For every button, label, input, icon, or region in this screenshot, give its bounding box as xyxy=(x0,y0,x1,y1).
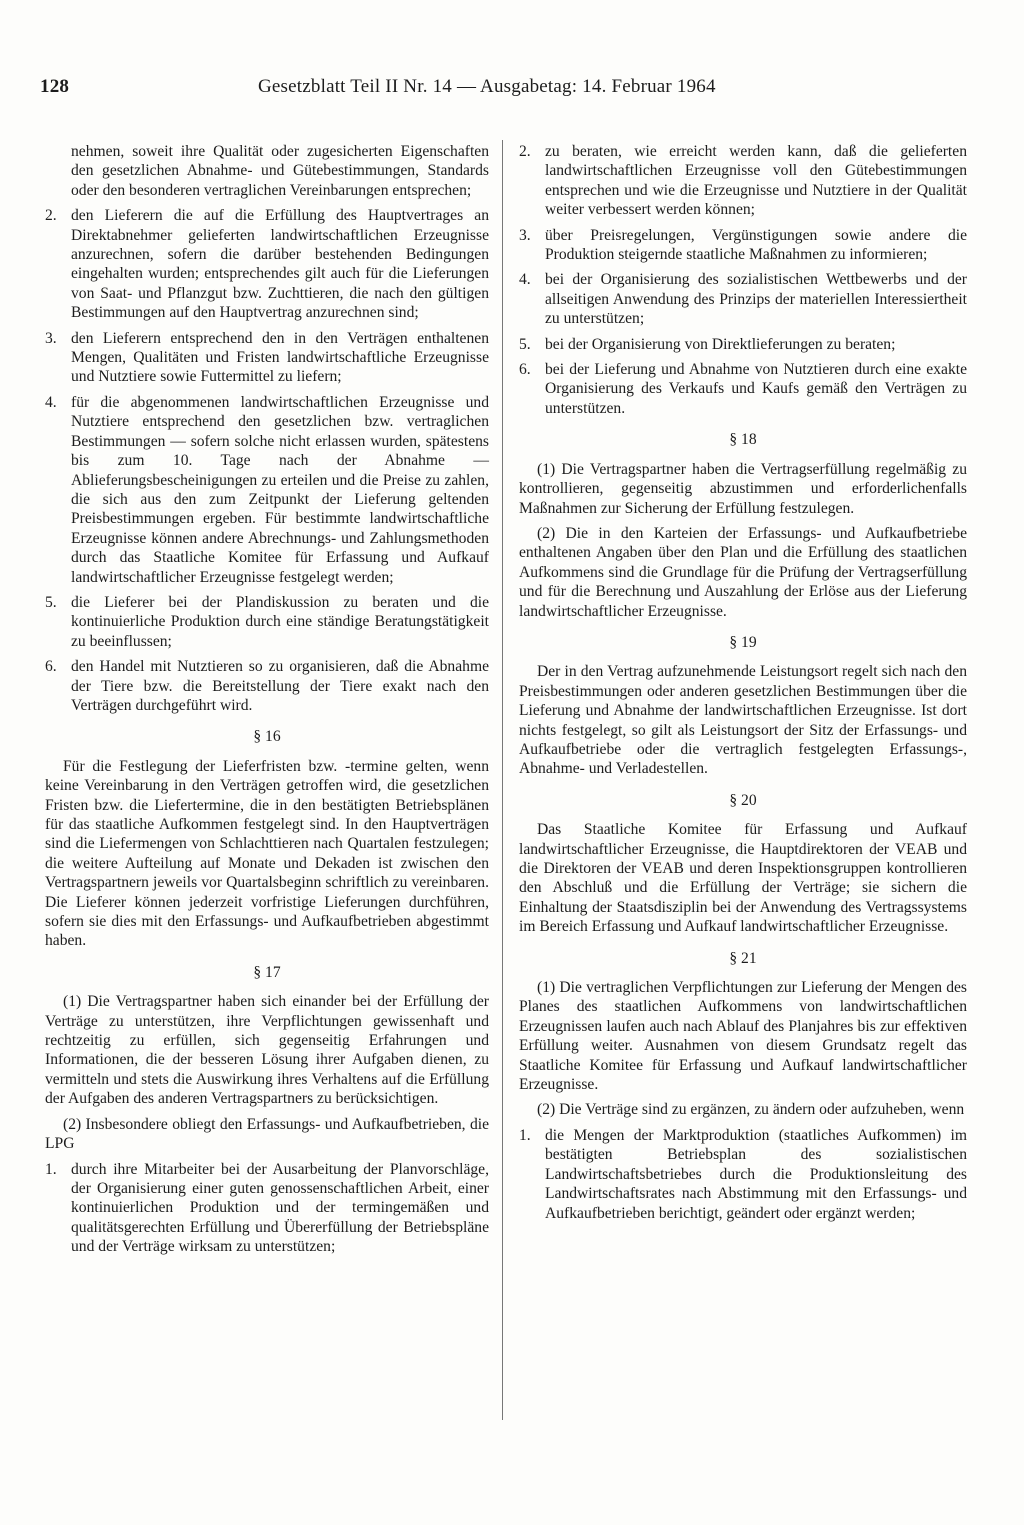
section-heading-18: § 18 xyxy=(729,431,757,449)
section-heading-20: § 20 xyxy=(729,791,757,809)
list-item-number: 6. xyxy=(519,361,531,379)
list-item-number: 4. xyxy=(519,271,531,289)
list-item xyxy=(519,142,967,220)
page-number: 128 xyxy=(40,76,70,97)
section-heading-16: § 16 xyxy=(253,728,281,746)
header-title: Gesetzblatt Teil II Nr. 14 — Ausgabetag: 14. Februar 1964 xyxy=(258,76,716,97)
list-item-number: 4. xyxy=(45,393,57,411)
list-item-text: bei der Organisierung von Direktlieferungen zu beraten; xyxy=(545,335,896,353)
page-header xyxy=(40,76,770,106)
list-item-text: für die abgenommenen landwirtschaftlichen Erzeugnisse und Nutztiere entsprechend den gesetzlichen bzw. vertraglichen Bestimmungen — sofern solche nicht erlassen wurden, spätestens bis zum 10. Tage nach der Abnahme — Ablieferungsbescheinigungen zu erteilen und die Preise zu zahlen, die sich aus den zum Zeitpunkt der Lieferung geltenden Preisbestimmungen ergeben. Für bestimmte landwirtschaftliche Erzeugnisse können andere Abrechnungs- und Zahlungsmethoden durch das Staatliche Komitee für Erfassung und Aufkauf landwirtschaftlicher Erzeugnisse festgelegt werden; xyxy=(71,393,489,586)
list-item xyxy=(519,226,967,265)
list-item-number: 6. xyxy=(45,658,57,676)
section-heading-17: § 17 xyxy=(253,963,281,981)
list-item-number: 3. xyxy=(519,226,531,244)
section-18-paragraph-1: (1) Die Vertragspartner haben die Vertragserfüllung regelmäßig zu kontrollieren, gegenseitig abzustimmen und erforderlichenfalls Maßnahmen zur Sicherung der Erfüllung festzulegen. xyxy=(519,460,967,517)
list-item-number: 2. xyxy=(519,143,531,160)
list-item xyxy=(45,657,489,715)
list-item-text: den Handel mit Nutztieren so zu organisieren, daß die Abnahme der Tiere bzw. die Bereitstellung der Tiere exakt nach den Verträgen durchgeführt wird. xyxy=(71,658,489,714)
section-17-paragraph-2: (2) Insbesondere obliegt den Erfassungs- und Aufkaufbetrieben, die LPG xyxy=(45,1115,489,1153)
list-item-text: durch ihre Mitarbeiter bei der Ausarbeitung der Planvorschläge, der Organisierung einer guten genossenschaftlichen Arbeit, einer kontinuierlichen Produktion und der termingemäßen und qualitätsgerechten Erfüllung und Übererfüllung der Betriebspläne und der Verträge wirksam zu unterstützen; xyxy=(71,1160,489,1256)
list-item-text: die Mengen der Marktproduktion (staatliches Aufkommen) im bestätigten Betriebsplan des sozialistischen Landwirtschaftsbetriebes durch die Produktionsleitung des Landwirtschaftsrates nach Abstimmung mit den Erfassungs- und Aufkaufbetrieben berichtigt, geändert oder ergänzt werden; xyxy=(545,1126,967,1222)
section-21-paragraph-1: (1) Die vertraglichen Verpflichtungen zur Lieferung der Mengen des Planes des staatlichen Aufkommens von landwirtschaftlichen Erzeugnissen laufen auch nach Ablauf des Planjahres bis zur effektiven Erfüllung weiter. Ausnahmen von diesem Grundsatz regelt das Staatliche Komitee für Erfassung und Aufkauf landwirtschaftlicher Erzeugnisse. xyxy=(519,979,967,1094)
right-column xyxy=(519,142,967,1229)
list-item-text: bei der Lieferung und Abnahme von Nutztieren durch eine exakte Organisierung des Verkaufs und Kaufs gemäß den Verträgen zu unterstützen. xyxy=(545,361,967,417)
section-16-text: Für die Festlegung der Lieferfristen bzw. -termine gelten, wenn keine Vereinbarung in den Verträgen getroffen wird, die gesetzlichen Fristen bzw. die Liefertermine, die in den bestätigten Betriebsplänen für das staatliche Aufkommen festgelegt sind. In den Hauptverträgen sind die Liefermengen von Schlachttieren nach Quartalen festzulegen; die weitere Aufteilung auf Monate und Dekaden ist zwischen den Vertragspartnern jeweils vor Quartalsbeginn schriftlich zu vereinbaren. Die Lieferer können jederzeit vorfristige Lieferungen durchführen, sofern sie dies mit den Erfassungs- und Aufkaufbetrieben abgestimmt haben. xyxy=(45,757,489,950)
section-19-text: Der in den Vertrag aufzunehmende Leistungsort regelt sich nach den Preisbestimmungen oder anderen gesetzlichen Bestimmungen über die Lieferung und Abnahme der landwirtschaftlichen Erzeugnisse. Ist dort nichts festgelegt, so gilt als Leistungsort der Sitz der Erfassungs- und Aufkaufbetriebe oder die vertraglich festgelegten Erfassungs-, Abnahme- und Verladestellen. xyxy=(519,663,967,778)
section-21-paragraph-2: (2) Die Verträge sind zu ergänzen, zu ändern oder aufzuheben, wenn xyxy=(537,1101,965,1119)
list-item-number: 3. xyxy=(45,329,57,347)
section-heading-21: § 21 xyxy=(729,949,757,967)
list-item-text: den Lieferern entsprechend den in den Verträgen enthaltenen Mengen, Qualitäten und Fristen landwirtschaftliche Erzeugnisse und Nutztiere sowie Futtermittel zu liefern; xyxy=(71,329,489,386)
section-heading-19: § 19 xyxy=(729,633,757,651)
list-item xyxy=(519,360,967,418)
list-item-text: bei der Organisierung des sozialistischen Wettbewerbs und der allseitigen Anwendung des Prinzips der materiellen Interessiertheit zu unterstützen; xyxy=(545,271,967,328)
list-item xyxy=(519,335,967,354)
list-item xyxy=(45,206,489,322)
list-item-number: 2. xyxy=(45,207,57,225)
section-20-text: Das Staatliche Komitee für Erfassung und Aufkauf landwirtschaftlicher Erzeugnisse, die Hauptdirektoren der VEAB und die Direktoren der VEAB und deren Inspektionsgruppen kontrollieren den Abschluß und die Erfüllung der Verträge; sie sichern die Einhaltung der Staatsdisziplin bei der Anwendung des Vertragssystems im Bereich Erfassung und Aufkauf landwirtschaftlicher Erzeugnisse. xyxy=(519,821,967,936)
list-item xyxy=(519,270,967,328)
list-item-number: 1. xyxy=(519,1126,531,1144)
list-item xyxy=(519,1126,967,1223)
list-item-text: den Lieferern die auf die Erfüllung des Hauptvertrages an Direktabnehmer gelieferten landwirtschaftlichen Erzeugnisse anzurechnen, sofern die darüber bestehenden Bedingungen eingehalten wurden; entsprechendes gilt auch für die Lieferungen von Saat- und Pflanzgut bzw. Zuchttieren, die nach den gültigen Bestimmungen auf den Hauptvertrag anzurechnen sind; xyxy=(71,207,489,322)
list-item-number: 5. xyxy=(45,593,57,611)
list-item xyxy=(45,393,489,587)
list-item xyxy=(45,329,489,387)
list-item-number: 5. xyxy=(519,335,531,353)
left-column xyxy=(45,142,489,1263)
list-item-text: zu beraten, wie erreicht werden kann, daß die gelieferten landwirtschaftlichen Erzeugnisse voll den Gütebestimmungen entsprechen und wie die Erzeugnisse und Nutztiere in der Qualität weiter verbessert werden können; xyxy=(545,143,967,219)
continued-paragraph: nehmen, soweit ihre Qualität oder zugesicherten Eigenschaften den gesetzlichen Abnahme- und Gütebestimmungen, Standards oder den besonderen vertraglichen Vereinbarungen entsprechen; xyxy=(71,143,489,199)
list-item-number: 1. xyxy=(45,1160,57,1178)
column-divider xyxy=(502,140,503,1420)
section-17-paragraph-1: (1) Die Vertragspartner haben sich einander bei der Erfüllung der Verträge zu unterstützen, ihre Verpflichtungen gewissenhaft und rechtzeitig zu erfüllen, sich gegenseitig Erfahrungen und Informationen, die der besseren Lösung ihrer Aufgaben dienen, zu vermitteln und stets die Auswirkung ihres Verhaltens auf die Erfüllung der Aufgaben des anderen Vertragspartners zu berücksichtigen. xyxy=(45,993,489,1108)
list-item xyxy=(45,593,489,651)
list-item xyxy=(45,1160,489,1257)
section-18-paragraph-2: (2) Die in den Karteien der Erfassungs- und Aufkaufbetriebe enthaltenen Angaben über den Plan und die Erfüllung des staatlichen Aufkommens sind die Grundlage für die Prüfung der Vertragserfüllung und für die Berechnung und Auszahlung der Erlöse aus der Lieferung landwirtschaftlicher Erzeugnisse. xyxy=(519,524,967,620)
list-item-text: über Preisregelungen, Vergünstigungen sowie andere die Produktion steigernde staatliche Maßnahmen zu informieren; xyxy=(545,226,967,264)
list-item-text: die Lieferer bei der Plandiskussion zu beraten und die kontinuierliche Produktion durch eine ständige Beratungstätigkeit zu beeinflussen; xyxy=(71,593,489,650)
